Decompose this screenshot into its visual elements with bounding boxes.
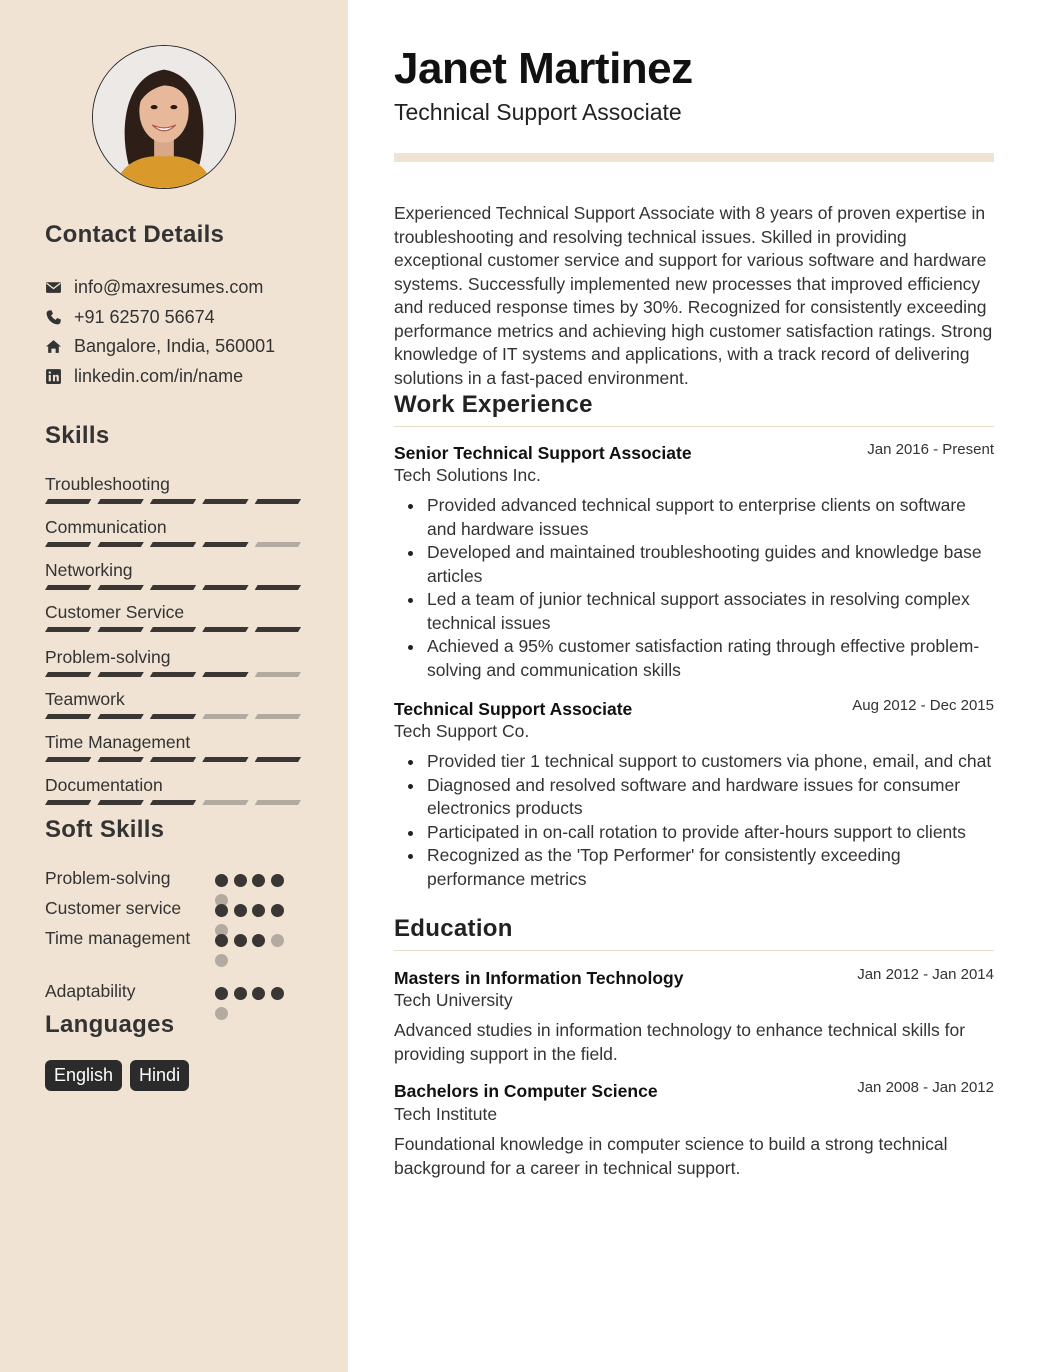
contact-email-text: info@maxresumes.com xyxy=(74,276,264,297)
language-badge: Hindi xyxy=(130,1060,189,1091)
skill-item xyxy=(45,775,301,795)
skill-item xyxy=(45,517,301,537)
skill-level-bar xyxy=(45,542,301,548)
skill-level-segment xyxy=(45,672,91,677)
skill-level-segment xyxy=(45,627,91,632)
job-title: Senior Technical Support Associate xyxy=(394,443,692,463)
skill-level-segment xyxy=(202,672,248,677)
rating-dot xyxy=(215,987,228,1000)
skill-level-segment xyxy=(45,542,91,547)
skill-level-bar xyxy=(45,499,301,505)
list-item: Developed and maintained troubleshooting guides and knowledge base articles xyxy=(394,541,994,588)
skill-level-segment xyxy=(150,585,196,590)
skill-level-bar xyxy=(45,714,301,720)
job-company: Tech Solutions Inc. xyxy=(394,465,541,485)
sidebar xyxy=(0,0,348,1372)
skill-level-segment xyxy=(97,757,143,762)
skill-level-segment xyxy=(255,499,301,504)
rating-dot xyxy=(215,874,228,887)
job-dates: Jan 2016 - Present xyxy=(867,441,994,458)
rating-dot xyxy=(271,934,284,947)
skill-item xyxy=(45,689,301,709)
job-bullets xyxy=(394,494,994,682)
school-name: Tech Institute xyxy=(394,1104,498,1124)
skill-level-bar xyxy=(45,800,301,806)
skill-level-segment xyxy=(150,499,196,504)
soft-skill-label: Adaptability xyxy=(45,981,136,1001)
skill-level-segment xyxy=(202,499,248,504)
skill-label: Communication xyxy=(45,517,167,537)
skill-item xyxy=(45,560,301,580)
rating-dot xyxy=(252,934,265,947)
header-divider xyxy=(394,153,994,162)
rating-dot xyxy=(234,874,247,887)
list-item: Provided advanced technical support to enterprise clients on software and hardware issues xyxy=(394,494,994,541)
skill-label: Customer Service xyxy=(45,602,185,622)
job-company: Tech Support Co. xyxy=(394,721,530,741)
rating-dot xyxy=(234,904,247,917)
profile-summary: Experienced Technical Support Associate with 8 years of proven expertise in troubleshooting and resolving technical issues. Skilled in providing exceptional customer service and support for various software and hardware systems. Successfully implemented new processes that improved efficiency and reduced response times by 30%. Recognized for consistently exceeding performance metrics and achieving high customer satisfaction ratings. Strong knowledge of IT systems and applications, with a track record of delivering solutions in a fast-paced environment. xyxy=(394,203,993,388)
contact-address xyxy=(45,334,275,358)
skill-item xyxy=(45,602,301,622)
skill-level-segment xyxy=(202,714,248,719)
skill-level-segment xyxy=(45,757,91,762)
job-title: Technical Support Associate xyxy=(394,699,633,719)
degree-dates: Jan 2008 - Jan 2012 xyxy=(857,1079,994,1096)
skill-level-segment xyxy=(255,714,301,719)
soft-skill-label: Customer service xyxy=(45,898,182,918)
skill-level-bar xyxy=(45,757,301,763)
contact-linkedin[interactable] xyxy=(45,364,243,388)
skill-level-bar xyxy=(45,627,301,633)
degree-description: Advanced studies in information technology to enhance technical skills for providing support in the field. xyxy=(394,1020,966,1064)
skill-level-segment xyxy=(97,714,143,719)
skill-level-segment xyxy=(97,627,143,632)
contact-email[interactable] xyxy=(45,275,263,299)
skill-label: Troubleshooting xyxy=(45,474,170,494)
rating-dot xyxy=(252,904,265,917)
envelope-icon xyxy=(45,279,62,296)
linkedin-icon xyxy=(45,368,62,385)
contact-address-text: Bangalore, India, 560001 xyxy=(74,335,276,356)
work-experience-heading: Work Experience xyxy=(394,391,593,418)
skill-item xyxy=(45,732,301,752)
skill-label: Time Management xyxy=(45,732,191,752)
candidate-name: Janet Martinez xyxy=(394,44,693,93)
rating-dot xyxy=(252,874,265,887)
skill-level-segment xyxy=(150,800,196,805)
skill-level-bar xyxy=(45,672,301,678)
skill-level-segment xyxy=(97,672,143,677)
soft-skill-label: Problem-solving xyxy=(45,868,171,888)
school-name: Tech University xyxy=(394,990,513,1010)
skill-item xyxy=(45,474,301,494)
language-badge: English xyxy=(45,1060,122,1091)
skill-label: Teamwork xyxy=(45,689,125,709)
skill-level-segment xyxy=(150,627,196,632)
rating-dot xyxy=(271,904,284,917)
list-item: Recognized as the 'Top Performer' for consistently exceeding performance metrics xyxy=(394,844,994,891)
contact-phone[interactable] xyxy=(45,305,215,329)
soft-skills-heading: Soft Skills xyxy=(45,816,165,843)
skill-level-segment xyxy=(202,542,248,547)
skill-level-segment xyxy=(255,542,301,547)
degree-title: Bachelors in Computer Science xyxy=(394,1081,658,1101)
profile-photo xyxy=(92,45,236,189)
contact-linkedin-text: linkedin.com/in/name xyxy=(74,365,244,386)
skill-level-segment xyxy=(255,672,301,677)
skill-level-segment xyxy=(202,585,248,590)
skill-label: Networking xyxy=(45,560,133,580)
phone-icon xyxy=(45,309,62,326)
skill-level-segment xyxy=(97,585,143,590)
rating-dot xyxy=(252,987,265,1000)
rating-dot xyxy=(234,934,247,947)
skill-level-segment xyxy=(45,585,91,590)
skill-level-segment xyxy=(202,627,248,632)
skill-label: Documentation xyxy=(45,775,163,795)
skill-level-bar xyxy=(45,585,301,591)
degree-title: Masters in Information Technology xyxy=(394,968,684,988)
list-item: Achieved a 95% customer satisfaction rating through effective problem-solving and communication skills xyxy=(394,635,994,682)
education-heading: Education xyxy=(394,915,513,942)
home-icon xyxy=(45,338,62,355)
section-divider xyxy=(394,950,994,951)
job-bullets xyxy=(394,750,994,891)
skill-level-segment xyxy=(255,627,301,632)
list-item: Diagnosed and resolved software and hardware issues for consumer electronics products xyxy=(394,774,994,821)
rating-dot xyxy=(271,987,284,1000)
skill-level-segment xyxy=(255,757,301,762)
skill-level-segment xyxy=(202,757,248,762)
skill-level-segment xyxy=(97,499,143,504)
section-divider xyxy=(394,426,994,427)
skill-level-segment xyxy=(45,714,91,719)
portrait-image xyxy=(93,46,235,188)
rating-dot xyxy=(215,954,228,967)
rating-dot xyxy=(234,987,247,1000)
skill-level-segment xyxy=(97,800,143,805)
rating-dot xyxy=(215,934,228,947)
skill-level-segment xyxy=(45,800,91,805)
skill-label: Problem-solving xyxy=(45,647,171,667)
skill-level-segment xyxy=(150,757,196,762)
skill-level-segment xyxy=(202,800,248,805)
degree-dates: Jan 2012 - Jan 2014 xyxy=(857,966,994,983)
skills-heading: Skills xyxy=(45,422,110,449)
skill-level-segment xyxy=(150,542,196,547)
contact-heading: Contact Details xyxy=(45,221,225,248)
skill-level-segment xyxy=(150,714,196,719)
list-item: Led a team of junior technical support associates in resolving complex technical issues xyxy=(394,588,994,635)
skill-level-segment xyxy=(97,542,143,547)
contact-phone-text: +91 62570 56674 xyxy=(74,306,215,327)
skill-level-segment xyxy=(45,499,91,504)
job-dates: Aug 2012 - Dec 2015 xyxy=(852,697,994,714)
degree-description: Foundational knowledge in computer science to build a strong technical background for a career in technical support. xyxy=(394,1134,948,1178)
languages-heading: Languages xyxy=(45,1011,175,1038)
skill-level-segment xyxy=(255,585,301,590)
languages-list xyxy=(45,1060,189,1091)
skill-level-segment xyxy=(255,800,301,805)
list-item: Provided tier 1 technical support to customers via phone, email, and chat xyxy=(394,750,994,774)
list-item: Participated in on-call rotation to provide after-hours support to clients xyxy=(394,821,994,845)
rating-dot xyxy=(215,904,228,917)
rating-dot xyxy=(271,874,284,887)
candidate-role: Technical Support Associate xyxy=(394,99,682,125)
rating-dot xyxy=(215,1007,228,1020)
soft-skill-label: Time management xyxy=(45,928,191,948)
skill-level-segment xyxy=(150,672,196,677)
skill-item xyxy=(45,647,301,667)
